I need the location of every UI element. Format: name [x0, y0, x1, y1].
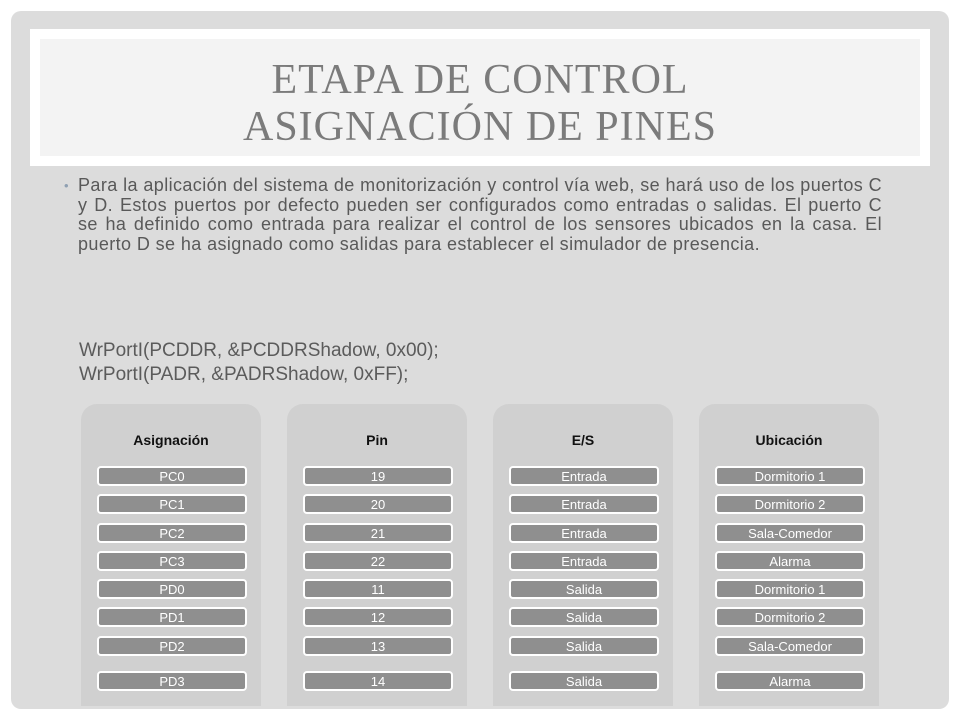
- table-cell: Dormitorio 2: [715, 494, 865, 514]
- title-box: [30, 29, 930, 166]
- table-cell: PC3: [97, 551, 247, 571]
- table-cell: 20: [303, 494, 453, 514]
- table-cell: Alarma: [715, 551, 865, 571]
- table-cell: PD2: [97, 636, 247, 656]
- bullet-text: Para la aplicación del sistema de monitorización y control vía web, se hará uso de los puertos C y D. Estos puertos por defecto pueden ser configurados como entradas o salidas. El puerto C se ha definido como entrada para realizar el control de los sensores ubicados en la casa. El puerto D se ha asignado como salidas para establecer el simulador de presencia.: [78, 175, 882, 254]
- column-header: Asignación: [133, 432, 209, 448]
- table-cell: Sala-Comedor: [715, 523, 865, 543]
- table-cell: PD3: [97, 671, 247, 691]
- table-cell: 12: [303, 607, 453, 627]
- table-cell: Dormitorio 1: [715, 579, 865, 599]
- table-cell: Dormitorio 2: [715, 607, 865, 627]
- table-cell: Entrada: [509, 523, 659, 543]
- table-cell: 11: [303, 579, 453, 599]
- table-cell: PC1: [97, 494, 247, 514]
- table-cell: Salida: [509, 579, 659, 599]
- title-line-2: ASIGNACIÓN DE PINES: [242, 104, 717, 150]
- table-cell: Salida: [509, 671, 659, 691]
- table-cell: PC2: [97, 523, 247, 543]
- table-cell: PD0: [97, 579, 247, 599]
- table-cell: Alarma: [715, 671, 865, 691]
- title-inner: [40, 39, 920, 156]
- table-cell: Salida: [509, 636, 659, 656]
- table-cell: PD1: [97, 607, 247, 627]
- table-cell: Dormitorio 1: [715, 466, 865, 486]
- code-line-2: WrPortI(PADR, &PADRShadow, 0xFF);: [79, 364, 409, 385]
- table-cell: Sala-Comedor: [715, 636, 865, 656]
- column-header: Pin: [366, 432, 388, 448]
- table-cell: Entrada: [509, 466, 659, 486]
- table-cell: 14: [303, 671, 453, 691]
- table-cell: 22: [303, 551, 453, 571]
- column-header: Ubicación: [755, 432, 823, 448]
- table-cell: 13: [303, 636, 453, 656]
- column-header: E/S: [571, 432, 595, 448]
- table-cell: PC0: [97, 466, 247, 486]
- bullet-paragraph: [64, 175, 882, 254]
- table-cell: Entrada: [509, 494, 659, 514]
- code-line-1: WrPortI(PCDDR, &PCDDRShadow, 0x00);: [79, 340, 439, 361]
- bullet-marker: •: [64, 178, 69, 193]
- table-cell: 19: [303, 466, 453, 486]
- table-cell: 21: [303, 523, 453, 543]
- table-cell: Entrada: [509, 551, 659, 571]
- table-cell: Salida: [509, 607, 659, 627]
- title-line-1: ETAPA DE CONTROL: [271, 57, 689, 103]
